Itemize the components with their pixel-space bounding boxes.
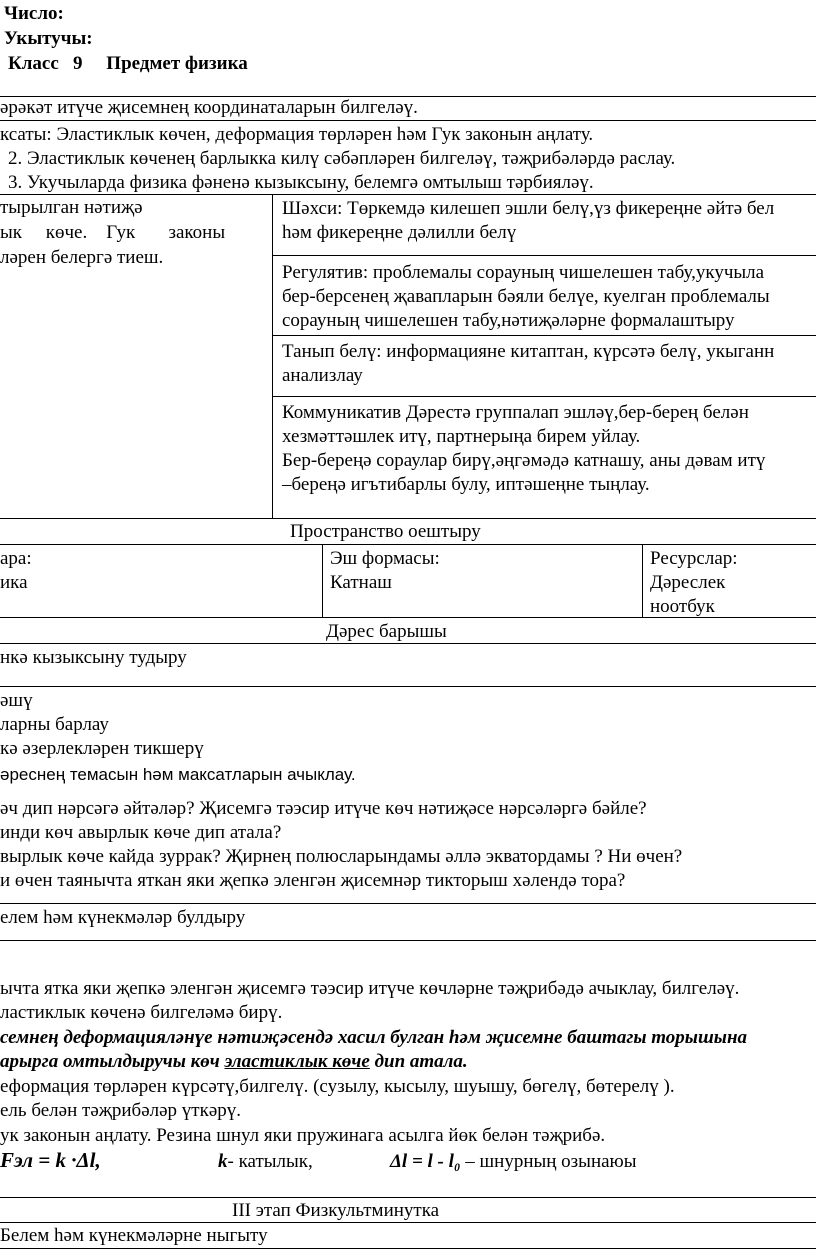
org-item: әшү <box>0 690 33 711</box>
table-border <box>0 1197 816 1198</box>
stiffness-text: - катылык, <box>227 1151 313 1172</box>
communicative-skills: хезмәттәшлек итү, партнерыңа бирем уйлау. <box>282 426 641 447</box>
lesson-goals: әреснең темасын һәм максатларын ачыклау. <box>0 765 356 784</box>
intro-row: 3. Укучыларда физика фәненә кызыксыну, белемгә омтылыш тәрбияләү. <box>8 172 594 193</box>
space-col2: Катнаш <box>330 572 392 593</box>
question: инди көч авырлык көче дип атала? <box>0 822 282 843</box>
space-col2: Эш формасы: <box>330 548 440 569</box>
table-border <box>0 903 816 904</box>
table-border <box>0 544 816 545</box>
stage2-heading: елем һәм күнекмәләр булдыру <box>0 907 246 928</box>
hooke-text: ук законын аңлату. Резина шнул яки пружинага асылга йөк белән тәҗрибә. <box>0 1125 606 1146</box>
stage3-heading: III этап Физкультминутка <box>232 1200 440 1221</box>
lesson-title: Дәрес барышы <box>326 621 447 642</box>
intro-row: ксаты: Эластиклык көчен, деформация төрләрен һәм Гук законын аңлату. <box>0 124 594 145</box>
cognitive-skills: анализлау <box>282 365 363 386</box>
hooke-formula: Fэл = k ·Δl, <box>0 1148 101 1172</box>
space-col3: ноотбук <box>650 596 715 617</box>
org-item: кә әзерлекләрен тикшерү <box>0 738 204 759</box>
class-subject: Класс 9 Предмет физика <box>8 53 248 74</box>
table-border <box>0 617 816 618</box>
elongation-text: – шнурның озынаюы <box>460 1151 637 1172</box>
experiments-text: ель белән тәҗрибәләр үткәрү. <box>0 1100 242 1121</box>
cognitive-skills: Танып белү: информацияне китаптан, күрсәтә белү, укыганн <box>282 341 775 362</box>
table-border <box>642 544 643 617</box>
personal-skills: һәм фикереңне дәлилли белү <box>282 222 517 243</box>
space-col1: ика <box>0 572 28 593</box>
regulative-skills: сорауның чишелешен табу,нәтиҗәләрне формалаштыру <box>282 310 735 331</box>
communicative-skills: –береңә игътибарлы булу, иптәшеңне тыңлау. <box>282 474 650 495</box>
table-border <box>0 1248 816 1249</box>
communicative-skills: Бер-береңә сораулар бирү,әңгәмәдә катнашу, аны дәвам итү <box>282 450 766 471</box>
table-border <box>272 396 816 397</box>
space-col1: ара: <box>0 548 32 569</box>
org-item: ларны барлау <box>0 714 109 735</box>
date-label: Число: <box>4 3 64 24</box>
regulative-skills: Регулятив: проблемалы сорауның чишелешен табу,укучыла <box>282 262 765 283</box>
table-border <box>0 940 816 941</box>
elongation-formula: Δl = l - l₀ <box>390 1151 461 1172</box>
intro-row: әрәкәт итүче җисемнең координаталарын билгеләү. <box>0 97 418 118</box>
results-left: тырылган нәтиҗә <box>0 197 143 218</box>
table-border <box>0 1222 816 1223</box>
table-border <box>272 335 816 336</box>
elongation-note <box>390 1150 637 1174</box>
stiffness-symbol: k <box>218 1151 228 1172</box>
space-col3: Дәреслек <box>650 572 726 593</box>
question: и өчен таянычта яткан яки җепкә эленгән җисемнәр тикторыш хәлендә тора? <box>0 870 626 891</box>
table-border <box>0 643 816 644</box>
definition-text: семнең деформацияләнүе нәтиҗәсендә хасил булган һәм җисемне баштагы торышына <box>0 1027 748 1048</box>
definition-text <box>0 1050 468 1074</box>
table-border <box>0 120 816 121</box>
space-title: Пространство оештыру <box>290 521 481 542</box>
personal-skills: Шәхси: Төркемдә килешеп эшли белү,үз фикереңне әйтә бел <box>282 198 775 219</box>
table-border <box>0 518 816 519</box>
stiffness-note <box>218 1150 313 1174</box>
stage1-heading: нкә кызыксыну тудыру <box>0 647 187 668</box>
teacher-label: Укытучы: <box>4 28 93 49</box>
definition-end: дип атала. <box>369 1051 468 1072</box>
table-border <box>322 544 323 617</box>
definition-start: арырга омтылдыручы көч <box>0 1051 225 1072</box>
question: вырлык көче кайда зуррак? Җирнең полюсларындамы әллә экватордамы ? Ни өчен? <box>0 846 683 867</box>
definition-term: эластиклык көче <box>224 1051 370 1072</box>
table-border <box>272 194 273 518</box>
stage4-heading: Белем һәм күнекмәләрне ныгыту <box>0 1225 268 1246</box>
results-left: ык көче. Гук законы <box>0 222 226 243</box>
regulative-skills: бер-берсенең җавапларын бәяли белүе, куелган проблемалы <box>282 286 770 307</box>
question: әч дип нәрсәгә әйтәләр? Җисемгә тәэсир итүче көч нәтиҗәсе нәрсәләргә бәйле? <box>0 798 647 819</box>
deformation-types: еформация төрләрен күрсәтү,билгелү. (сузылу, кысылу, шуышу, бөгелү, бөтерелү ). <box>0 1076 675 1097</box>
space-col3: Ресурслар: <box>650 548 738 569</box>
results-left: ләрен белергә тиеш. <box>0 247 164 268</box>
table-border <box>0 686 816 687</box>
communicative-skills: Коммуникатив Дәрестә группалап эшләү,бер-берең белән <box>282 402 749 423</box>
table-border <box>272 255 816 256</box>
intro-row: 2. Эластиклык көченең барлыкка килү сәбәпләрен билгеләү, тәҗрибәләрдә раслау. <box>8 148 676 169</box>
table-border <box>0 194 816 195</box>
body-text: ычта ятка яки җепкә эленгән җисемгә тәэсир итүче көчләрне тәҗрибәдә ачыклау, билгеләү. <box>0 978 740 999</box>
body-text: ластиклык көченә билгеләмә бирү. <box>0 1002 283 1023</box>
